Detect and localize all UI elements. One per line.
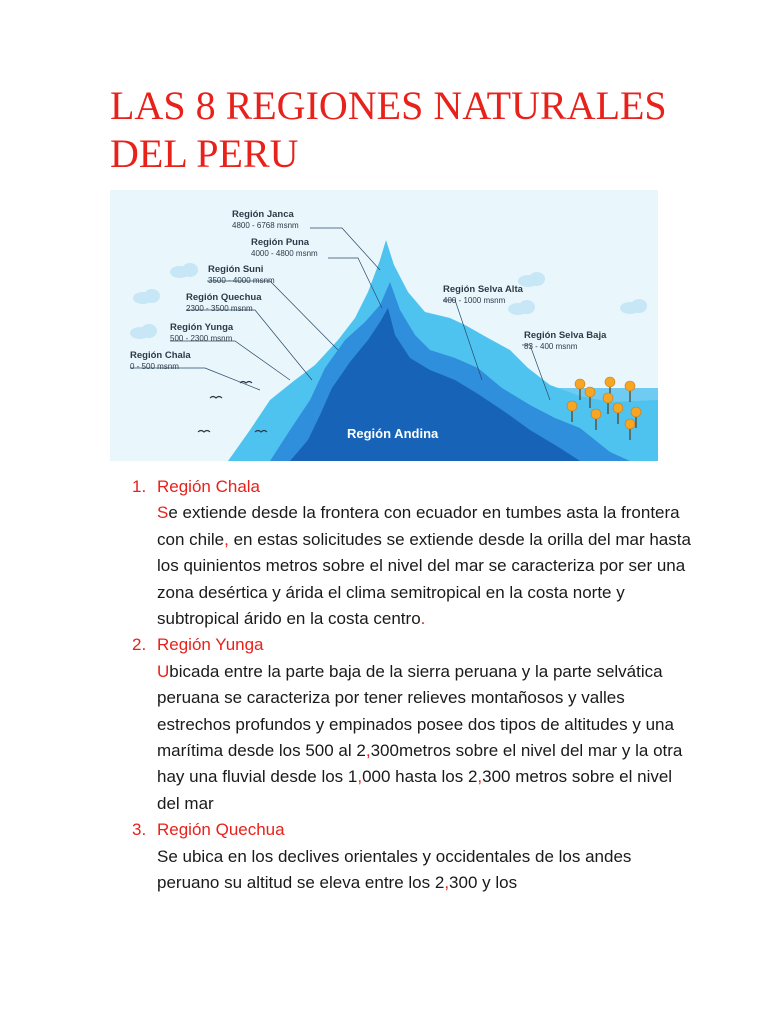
label-selva-alta: Región Selva Alta xyxy=(443,284,523,295)
regions-diagram xyxy=(110,190,658,461)
label-selva-baja: Región Selva Baja xyxy=(524,330,607,341)
regions-list xyxy=(132,474,692,897)
body-text: 300 metros sobre el nivel del mar xyxy=(157,767,673,813)
page-title: LAS 8 REGIONES NATURALES DEL PERU xyxy=(110,83,667,176)
body-text: bicada entre la parte baja de la sierra peruana y la parte selvática peruana se caracteriza por tener relieves montañosos y valles estrechos profundos y empinados posee dos tipos de altitudes y una marítima desde los 500 al 2 xyxy=(157,661,674,761)
label-chala: Región Chala xyxy=(130,350,191,361)
red-text: , xyxy=(365,741,371,761)
list-paragraph xyxy=(157,500,692,632)
list-paragraph xyxy=(157,844,692,897)
label-puna: Región Puna xyxy=(251,237,310,248)
range-puna: 4000 - 4800 msnm xyxy=(251,249,318,258)
label-andina: Región Andina xyxy=(347,426,439,441)
mountain-illustration xyxy=(110,190,658,461)
body-text: Se ubica en los declives orientales y occidentales de los andes peruano su altitud se eleva entre los 2 xyxy=(157,846,632,893)
range-selva-baja: 83 - 400 msnm xyxy=(524,342,578,351)
body-text: 300metros sobre el nivel del mar y la otra hay una fluvial desde los 1 xyxy=(157,741,683,787)
label-janca: Región Janca xyxy=(232,209,294,220)
list-paragraph xyxy=(157,659,692,817)
body-text: en estas solicitudes se extiende desde la orilla del mar hasta los quinientos metros sobre el nivel del mar se caracteriza por ser una zona desértica y árida el clima semitropical en la costa norte y subtropical árido en la costa centro xyxy=(157,529,691,629)
list-item xyxy=(132,632,692,817)
list-heading: Región Quechua xyxy=(157,820,285,840)
red-text: U xyxy=(157,661,170,681)
label-quechua: Región Quechua xyxy=(186,292,262,303)
label-yunga: Región Yunga xyxy=(170,322,234,333)
red-text: , xyxy=(224,529,229,549)
red-text: , xyxy=(477,767,483,787)
red-text: , xyxy=(357,767,363,787)
list-item xyxy=(132,817,692,896)
list-number: 3. xyxy=(132,820,147,840)
body-text: 300 y los xyxy=(449,873,518,893)
red-text: S xyxy=(157,503,169,523)
range-selva-alta: 400 - 1000 msnm xyxy=(443,296,506,305)
red-text: , xyxy=(444,873,450,893)
body-text: 000 hasta los 2 xyxy=(362,767,478,787)
range-suni: 3500 - 4000 msnm xyxy=(208,276,275,285)
body-text: e extiende desde la frontera con ecuador en tumbes asta la frontera con chile xyxy=(157,503,680,549)
list-number: 2. xyxy=(132,635,147,655)
list-heading: Región Chala xyxy=(157,477,261,496)
range-chala: 0 - 500 msnm xyxy=(130,362,179,371)
range-quechua: 2300 - 3500 msnm xyxy=(186,304,253,313)
list-heading: Región Yunga xyxy=(157,635,264,655)
red-text: . xyxy=(420,609,426,629)
label-suni: Región Suni xyxy=(208,264,264,275)
range-yunga: 500 - 2300 msnm xyxy=(170,334,233,343)
range-janca: 4800 - 6768 msnm xyxy=(232,221,299,230)
list-number: 1. xyxy=(132,477,147,496)
list-item xyxy=(132,474,692,632)
